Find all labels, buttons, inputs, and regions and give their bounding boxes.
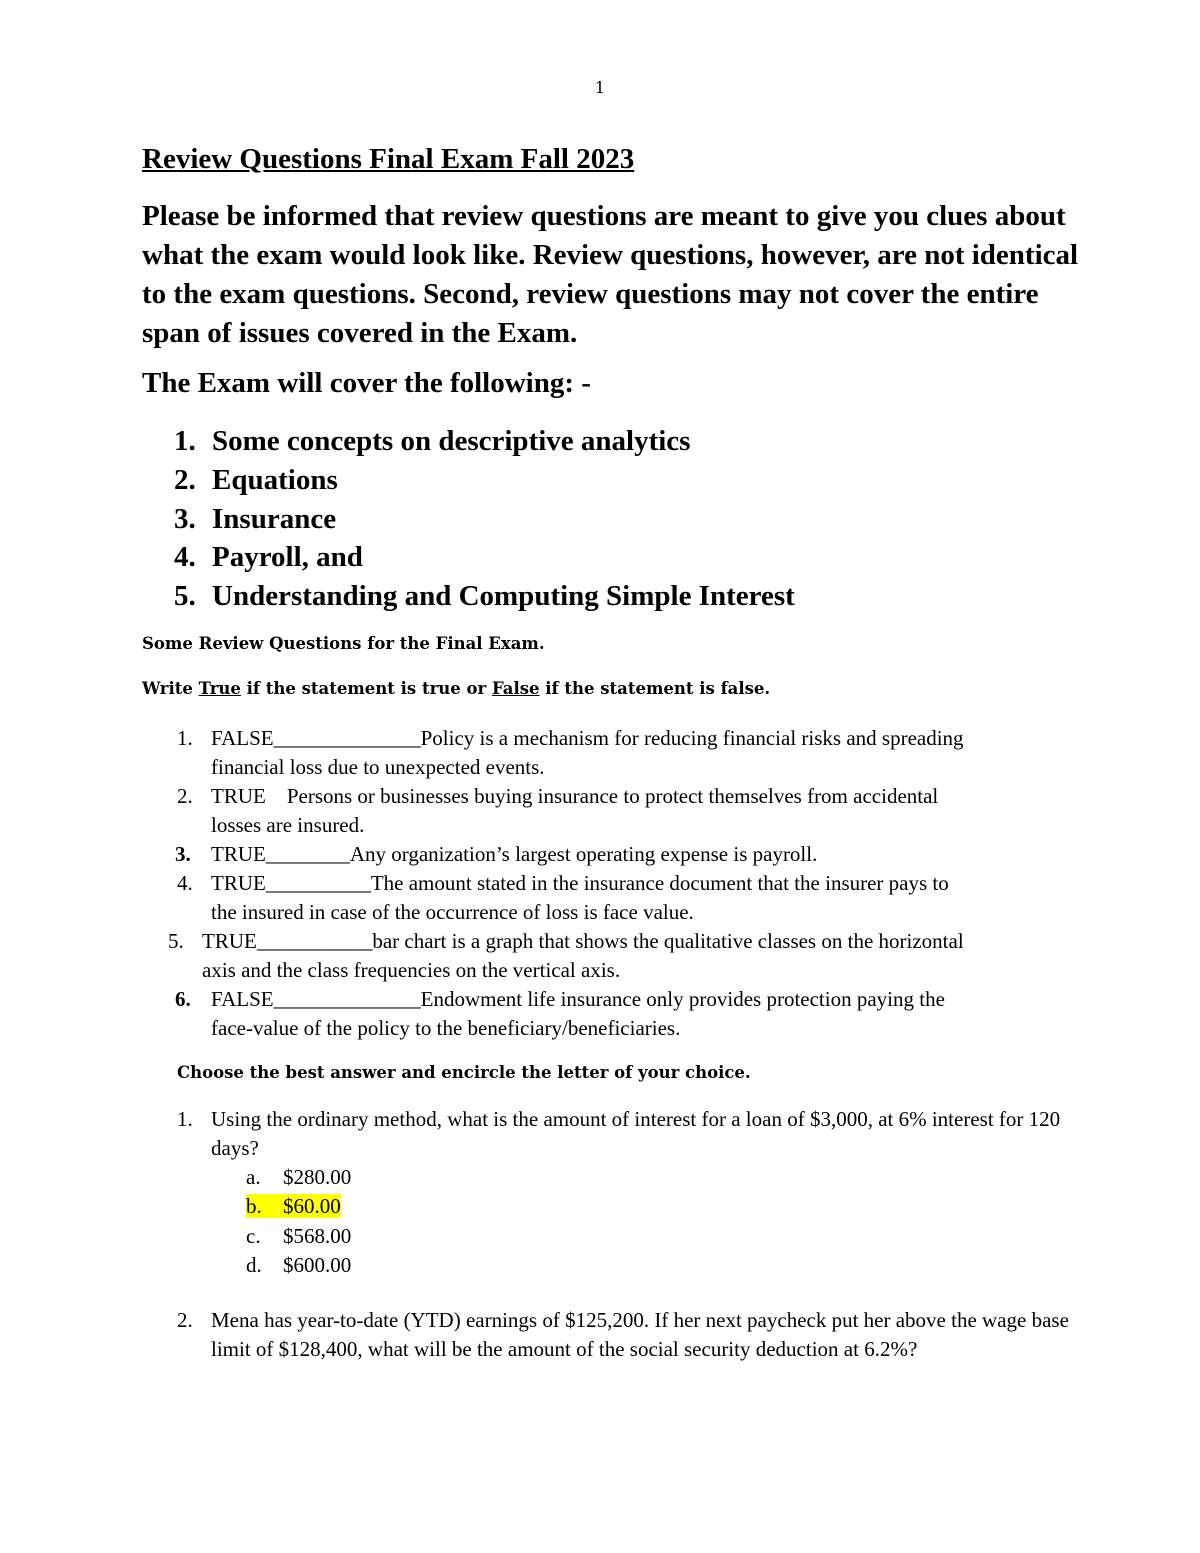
item-number: 2. xyxy=(177,784,193,808)
answer-blank: ___________ xyxy=(256,929,373,953)
coverage-item-number: 1. xyxy=(174,425,196,457)
answer-blank: ________ xyxy=(265,842,350,866)
multiple-choice-question xyxy=(0,1105,1071,1163)
question-text: Mena has year-to-date (YTD) earnings of $125,200. If her next paycheck put her above the wage base limit of $128,400, what will be the amount of the social security deduction at 6.2%? xyxy=(211,1308,1069,1361)
coverage-item xyxy=(174,500,795,539)
coverage-item-number: 5. xyxy=(174,580,196,613)
answer: TRUE xyxy=(211,842,266,866)
option-letter: b. xyxy=(246,1194,262,1219)
true-word: True xyxy=(198,679,241,698)
true-false-instructions xyxy=(142,679,770,698)
answer-blank xyxy=(266,784,287,808)
statement-line: Endowment life insurance only provides protection paying the xyxy=(420,987,945,1011)
answer-option[interactable] xyxy=(246,1251,351,1280)
coverage-item-text: Equations xyxy=(212,463,338,496)
option-letter: d. xyxy=(246,1252,262,1277)
coverage-item-text: Payroll, and xyxy=(212,541,363,574)
coverage-item-text: Insurance xyxy=(212,502,337,535)
item-number: 1. xyxy=(177,726,193,750)
coverage-item-number: 4. xyxy=(174,541,196,574)
item-statement xyxy=(211,782,1111,840)
coverage-item-text: Understanding and Computing Simple Interest xyxy=(212,580,795,613)
statement-line: losses are insured. xyxy=(211,813,365,837)
answer: TRUE xyxy=(211,784,266,808)
coverage-item xyxy=(174,422,795,461)
question-number: 2. xyxy=(177,1308,193,1332)
coverage-item xyxy=(174,577,795,616)
coverage-item xyxy=(174,461,795,500)
page-number: 1 xyxy=(594,78,606,97)
answer-option[interactable] xyxy=(246,1222,351,1251)
statement-line: axis and the class frequencies on the vertical axis. xyxy=(202,958,621,982)
instructions-text: Write xyxy=(142,679,199,698)
item-number: 3. xyxy=(175,842,191,866)
item-statement xyxy=(211,840,1111,869)
coverage-item xyxy=(174,538,795,577)
true-false-list xyxy=(0,724,1111,1043)
item-number: 5. xyxy=(168,929,184,953)
statement-line: face-value of the policy to the beneficiary/beneficiaries. xyxy=(211,1016,681,1040)
intro-paragraph: Please be informed that review questions are meant to give you clues about what the exam would look like. Review questions, however, are not identical to the exam questions. Second, review questions may not cover the entire span of issues covered in the Exam. xyxy=(142,200,1079,349)
option-value: $60.00 xyxy=(283,1194,341,1219)
item-statement xyxy=(202,927,1102,985)
answer-blank: ______________ xyxy=(273,726,421,750)
coverage-item-text: Some concepts on descriptive analytics xyxy=(212,425,691,457)
option-letter: a. xyxy=(246,1165,261,1189)
instructions-text: if the statement is false. xyxy=(539,679,771,698)
option-value: $568.00 xyxy=(283,1223,352,1248)
coverage-item-number: 3. xyxy=(174,502,196,535)
answer-option-selected[interactable] xyxy=(246,1192,351,1221)
statement-line: the insured in case of the occurrence of loss is face value. xyxy=(211,900,694,924)
answer-blank: __________ xyxy=(265,871,371,895)
true-false-item xyxy=(0,869,1111,927)
document-title: Review Questions Final Exam Fall 2023 xyxy=(142,143,635,175)
statement-line: bar chart is a graph that shows the qualitative classes on the horizontal xyxy=(372,929,964,953)
statement-line: The amount stated in the insurance document that the insurer pays to xyxy=(370,871,949,895)
true-false-item xyxy=(0,782,1111,840)
answer: TRUE xyxy=(202,929,257,953)
question-number: 1. xyxy=(177,1107,193,1131)
true-false-item xyxy=(0,840,1111,869)
answer-options xyxy=(246,1163,351,1280)
answer-option[interactable] xyxy=(246,1163,351,1192)
item-statement xyxy=(211,985,1111,1043)
answer: FALSE xyxy=(211,726,274,750)
answer-blank: ______________ xyxy=(273,987,421,1011)
exam-coverage-list xyxy=(174,422,795,616)
option-value: $600.00 xyxy=(283,1252,352,1277)
question-text: Using the ordinary method, what is the amount of interest for a loan of $3,000, at 6% interest for 120 days? xyxy=(211,1107,1061,1160)
option-value: $280.00 xyxy=(283,1165,352,1189)
false-word: False xyxy=(491,679,540,698)
item-number: 6. xyxy=(175,987,191,1011)
answer: FALSE xyxy=(211,987,274,1011)
true-false-item xyxy=(0,985,1111,1043)
true-false-item xyxy=(0,724,1111,782)
coverage-item-number: 2. xyxy=(174,463,196,496)
item-number: 4. xyxy=(177,871,193,895)
option-letter: c. xyxy=(246,1223,261,1248)
review-questions-heading: Some Review Questions for the Final Exam. xyxy=(142,634,545,653)
answer: TRUE xyxy=(211,871,266,895)
multiple-choice-question xyxy=(0,1306,1071,1364)
statement-line: Any organization’s largest operating expense is payroll. xyxy=(349,842,818,866)
true-false-item xyxy=(0,927,1111,985)
item-statement xyxy=(211,869,1111,927)
exam-coverage-heading: The Exam will cover the following: - xyxy=(142,367,591,399)
statement-line: financial loss due to unexpected events. xyxy=(211,755,545,779)
statement-line: Policy is a mechanism for reducing financial risks and spreading xyxy=(420,726,964,750)
item-statement xyxy=(211,724,1111,782)
instructions-text: if the statement is true or xyxy=(240,679,492,698)
statement-line: Persons or businesses buying insurance to protect themselves from accidental xyxy=(286,784,939,808)
multiple-choice-heading: Choose the best answer and encircle the letter of your choice. xyxy=(177,1063,751,1082)
